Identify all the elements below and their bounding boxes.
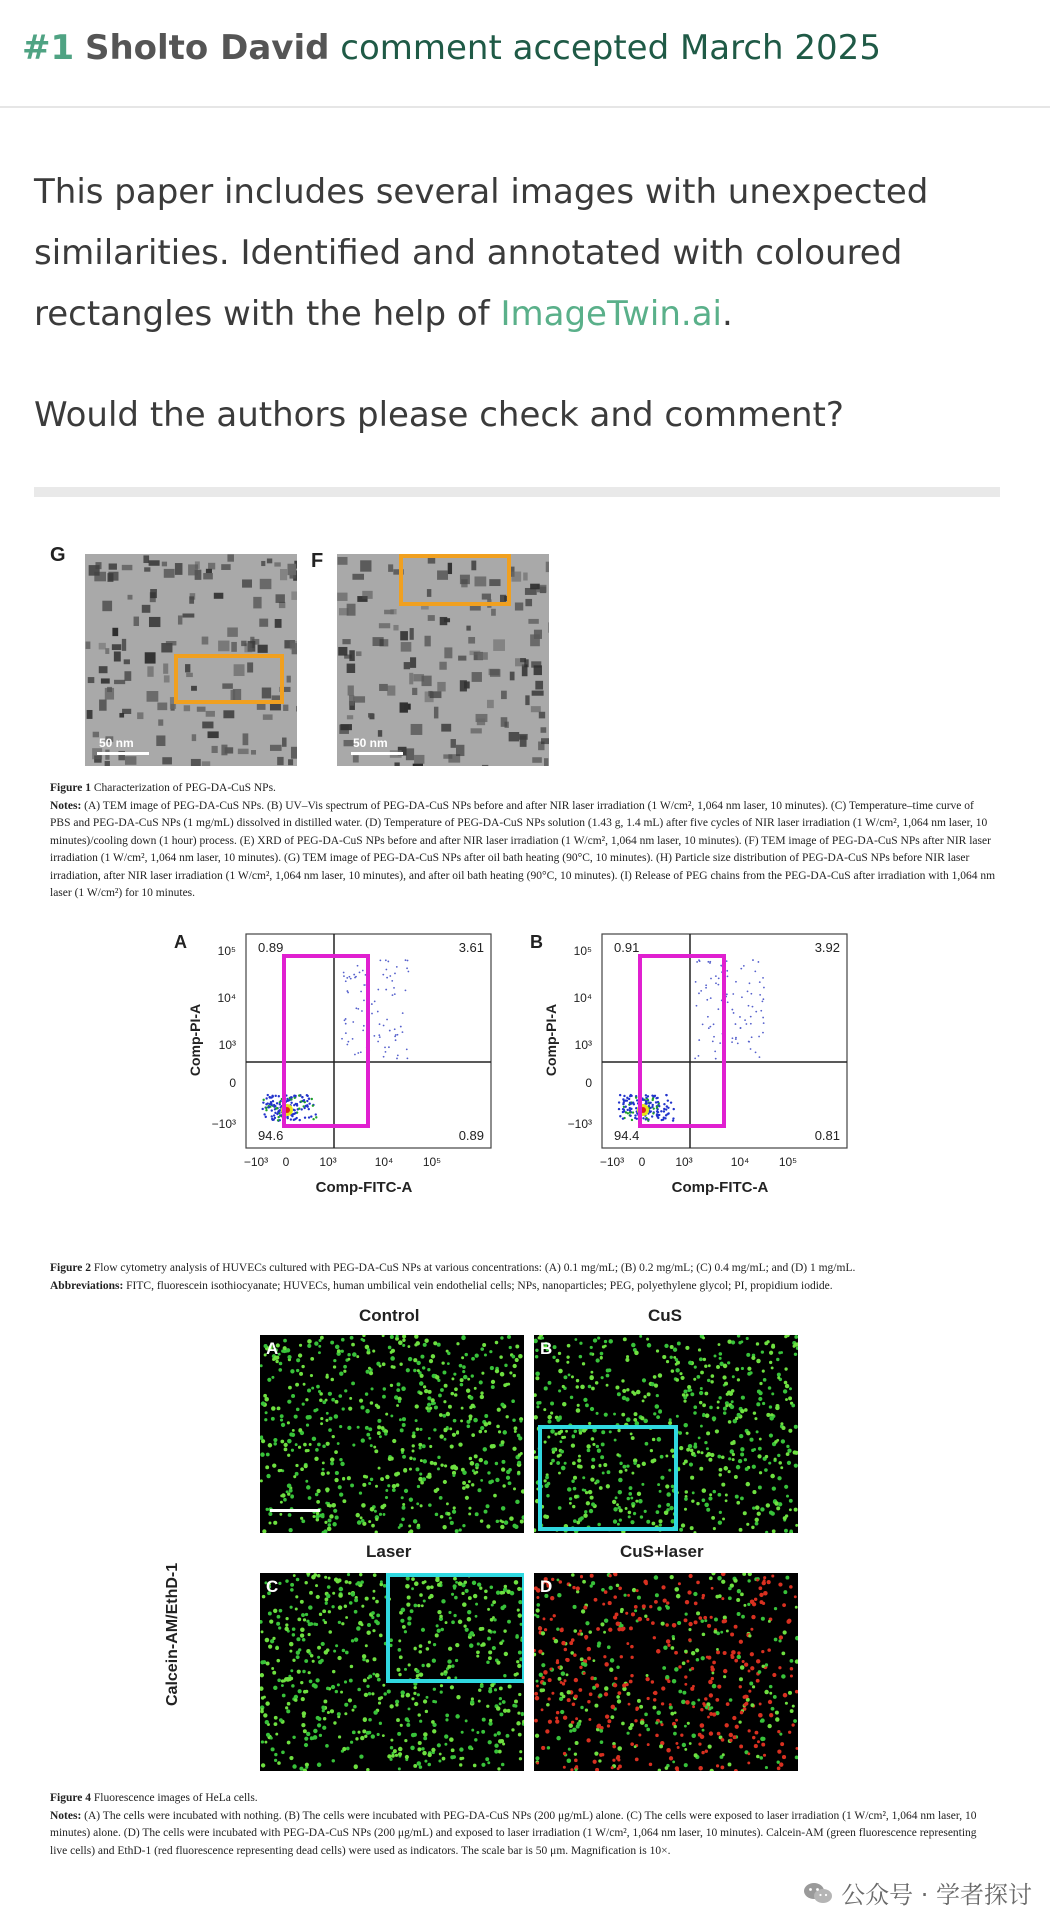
figure4-notes-bold: Notes: — [50, 1809, 82, 1822]
wechat-icon — [803, 1881, 833, 1905]
flow-x-axis-label: Comp-FITC-A — [671, 1179, 769, 1196]
scale-bar-g — [97, 752, 149, 755]
comment-paragraph-2: Would the authors please check and comment? — [34, 395, 844, 435]
quadrant-value: 3.92 — [814, 940, 840, 955]
figure1-caption-bold: Figure 1 — [50, 782, 91, 794]
cyan-box-c — [386, 1573, 524, 1683]
fluo-image-b — [534, 1335, 798, 1533]
quadrant-value: 0.89 — [458, 1128, 484, 1143]
figure2-abbr-bold: Abbreviations: — [50, 1279, 124, 1292]
figure1-caption-title: Characterization of PEG-DA-CuS NPs. — [91, 782, 276, 794]
y-tick-label: 10⁴ — [217, 991, 236, 1005]
fluo-label-a: A — [266, 1339, 279, 1358]
tem-image-f — [337, 554, 549, 766]
panel-label-g: G — [50, 544, 66, 566]
y-tick-label: 0 — [585, 1076, 592, 1090]
x-tick-label: 0 — [282, 1155, 290, 1169]
fluo-label-b: B — [540, 1339, 553, 1358]
fluo-image-a — [260, 1335, 524, 1533]
flow-y-axis-label: Comp-PI-A — [187, 1003, 203, 1077]
y-tick-label: 10³ — [218, 1038, 236, 1052]
fluo-d-svg — [534, 1573, 798, 1771]
x-tick-label: 10³ — [675, 1155, 693, 1169]
x-tick-label: −10³ — [599, 1155, 625, 1169]
x-tick-label: 10³ — [319, 1155, 337, 1169]
comment-header-line — [22, 28, 881, 68]
y-tick-label: 10⁴ — [573, 991, 592, 1005]
watermark — [803, 1875, 1032, 1910]
comment-author[interactable]: Sholto David — [84, 28, 330, 68]
fluo-image-c — [260, 1573, 524, 1771]
figure1-caption — [50, 780, 996, 903]
y-tick-label: 10³ — [574, 1038, 592, 1052]
quadrant-value: 94.4 — [614, 1128, 640, 1143]
figure2-caption — [50, 1260, 996, 1295]
figure4-caption — [50, 1790, 996, 1860]
panel-label-f: F — [311, 550, 324, 572]
comment-text-1a: This paper includes several images with unexpected similarities. Identified and annotated with coloured rectangles with the help of — [34, 172, 929, 334]
fluo-title-laser: Laser — [366, 1542, 412, 1561]
flow-panel-label: A — [174, 932, 187, 952]
orange-box-f — [399, 554, 511, 606]
flow-panel-b — [530, 932, 847, 1169]
figure-composite — [34, 530, 1000, 1900]
quadrant-value: 3.61 — [458, 940, 484, 955]
quadrant-value: 0.89 — [258, 940, 284, 955]
quadrant-value: 0.91 — [614, 940, 640, 955]
figure4-notes: (A) The cells were incubated with nothing. (B) The cells were incubated with PEG-DA-CuS NPs (200 μg/mL) alone. (C) The cells were exposed to laser irradiation (1 W/cm², 1,064 nm laser, 10 minutes) alone. (D) The cells were incubated with PEG-DA-CuS NPs (200 μg/mL) and exposed to laser irradiation (1 W/cm², 1,064 nm laser, 10 minutes). Calcein-AM (green fluorescence representing live cells) and EthD-1 (red fluorescence representing dead cells) were used as indicators. The scale bar is 50 μm. Magnification is 10×. — [50, 1809, 977, 1857]
comment-text-1b: . — [721, 294, 733, 334]
comment-meta: comment accepted March 2025 — [340, 28, 881, 68]
x-tick-label: 10⁴ — [730, 1155, 750, 1169]
figure2-caption-bold: Figure 2 — [50, 1262, 91, 1274]
fluo-title-cus-laser: CuS+laser — [620, 1542, 704, 1561]
fluo-label-c: C — [266, 1577, 279, 1596]
fluo-title-cus: CuS — [648, 1306, 682, 1325]
tem-image-g — [85, 554, 297, 766]
figure2-abbr: FITC, fluorescein isothiocyanate; HUVECs, human umbilical vein endothelial cells; NPs, nanoparticles; PEG, polyethylene glycol; PI, propidium iodide. — [123, 1279, 833, 1292]
imagetwin-link[interactable]: ImageTwin.ai — [500, 294, 722, 334]
comment-paragraph-1 — [34, 162, 994, 345]
watermark-text: 公众号 · 学者探讨 — [841, 1881, 1032, 1909]
y-tick-label: 10⁵ — [573, 944, 592, 958]
y-tick-label: 0 — [229, 1076, 236, 1090]
x-tick-label: 0 — [638, 1155, 646, 1169]
figure4-caption-text: Fluorescence images of HeLa cells. — [91, 1792, 258, 1804]
scale-bar-f — [351, 752, 403, 755]
fluo-a-svg — [260, 1335, 524, 1533]
cyan-box-b — [538, 1425, 678, 1531]
y-tick-label: −10³ — [211, 1117, 236, 1131]
quadrant-value: 94.6 — [258, 1128, 284, 1143]
flow-cytometry-plots — [174, 930, 894, 1200]
comment-number[interactable]: #1 — [22, 28, 75, 68]
comment-header — [0, 0, 1050, 108]
figure4-caption-bold: Figure 4 — [50, 1792, 91, 1804]
x-tick-label: 10⁴ — [374, 1155, 394, 1169]
figure2-caption-text: Flow cytometry analysis of HUVECs cultured with PEG-DA-CuS NPs at various concentrations: (A) 0.1 mg/mL; (B) 0.2 mg/mL; (C) 0.4 mg/mL; and (D) 1 mg/mL. — [91, 1262, 856, 1274]
scale-label-g: 50 nm — [99, 736, 134, 750]
fluo-title-control: Control — [359, 1306, 420, 1325]
scale-label-f: 50 nm — [353, 736, 388, 750]
fluo-image-d — [534, 1573, 798, 1771]
flow-x-axis-label: Comp-FITC-A — [315, 1179, 413, 1196]
x-tick-label: −10³ — [243, 1155, 269, 1169]
orange-box-g — [174, 654, 284, 704]
figure1-notes: (A) TEM image of PEG-DA-CuS NPs. (B) UV–Vis spectrum of PEG-DA-CuS NPs before and after NIR laser irradiation (1 W/cm², 1,064 nm laser, 10 minutes). (C) Temperature–time curve of PBS and PEG-DA-CuS NPs (1 mg/mL) dissolved in distilled water. (D) Temperature of PEG-DA-CuS NPs solution (1.43 g, 1.4 mL) after five cycles of NIR laser irradiation (1 W/cm², 1,064 nm laser, 10 minutes)/cooling down (1 hour) process. (E) XRD of PEG-DA-CuS NPs before and after NIR laser irradiation (1 W/cm², 1,064 nm laser, 10 minutes). (F) TEM image of PEG-DA-CuS NPs after NIR laser irradiation (1 W/cm², 1,064 nm laser, 10 minutes). (G) TEM image of PEG-DA-CuS NPs after oil bath heating (90°C, 10 minutes). (H) Particle size distribution of PEG-DA-CuS NPs before NIR laser irradiation, after NIR laser irradiation (1 W/cm², 1,064 nm laser, 10 minutes), and after oil bath heating (90°C, 10 minutes). (I) Release of PEG chains from the PEG-DA-CuS after irradiation with 1,064 nm laser (1 W/cm²) for 10 minutes. — [50, 799, 996, 899]
quadrant-value: 0.81 — [814, 1128, 840, 1143]
flow-panel-label: B — [530, 932, 543, 952]
x-tick-label: 10⁵ — [422, 1155, 442, 1169]
flow-y-axis-label: Comp-PI-A — [543, 1003, 559, 1077]
separator — [34, 487, 1000, 497]
fluo-label-d: D — [540, 1577, 553, 1596]
y-tick-label: −10³ — [567, 1117, 592, 1131]
fluo-side-label: Calcein-AM/EthD-1 — [164, 1562, 181, 1706]
flow-panel-a — [174, 932, 491, 1169]
y-tick-label: 10⁵ — [217, 944, 236, 958]
figure1-notes-bold: Notes: — [50, 799, 82, 812]
x-tick-label: 10⁵ — [778, 1155, 798, 1169]
fluo-scale-bar — [270, 1509, 320, 1512]
